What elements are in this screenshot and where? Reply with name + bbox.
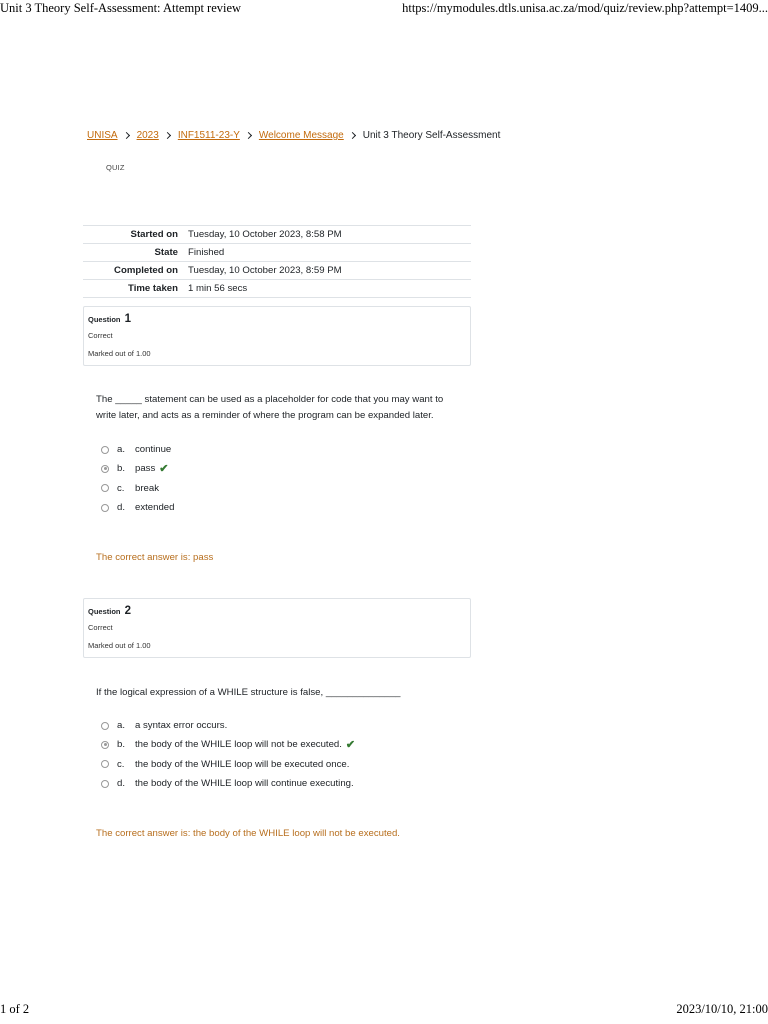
summary-value: 1 min 56 secs [188,280,471,298]
answer-letter: b. [117,739,126,751]
radio-button[interactable] [101,760,109,768]
answer-text: the body of the WHILE loop will continue executing. [135,778,354,790]
question-state: Correct [88,623,113,632]
answer-text: continue [135,444,172,456]
breadcrumb-link-unisa[interactable]: UNISA [87,130,118,141]
answer-option[interactable] [101,755,355,774]
question-number-value: 2 [124,605,132,617]
summary-value: Finished [188,244,471,262]
question-2-text: If the logical expression of a WHILE structure is false, ______________ [96,687,401,698]
summary-row [83,262,471,280]
answer-text: the body of the WHILE loop will not be executed. [135,739,342,751]
summary-value: Tuesday, 10 October 2023, 8:59 PM [188,262,471,280]
breadcrumb-link-course[interactable]: INF1511-23-Y [177,130,240,141]
question-number [88,313,131,325]
print-page-title: Unit 3 Theory Self-Assessment: Attempt review [0,1,242,15]
page-count: 1 of 2 [0,1002,30,1016]
attempt-summary-table [83,225,471,298]
question-number-value: 1 [124,313,132,325]
question-state: Correct [88,331,113,340]
question-2-info [83,598,471,658]
answer-letter: c. [117,758,125,770]
chevron-right-icon [123,132,130,139]
print-footer [0,1002,768,1024]
answer-option[interactable] [101,716,355,735]
question-label: Question [88,607,121,616]
summary-label: Completed on [83,262,188,280]
question-grade: Marked out of 1.00 [88,349,151,358]
question-1-info [83,306,471,366]
answer-option[interactable] [101,479,174,498]
answer-letter: d. [117,778,126,790]
radio-button[interactable] [101,446,109,454]
radio-button[interactable] [101,722,109,730]
answer-text: the body of the WHILE loop will be executed once. [135,758,350,770]
summary-row [83,280,471,298]
question-1-text: The _____ statement can be used as a placeholder for code that you may want to write later, and acts as a reminder of where the program can be expanded later. [96,394,444,421]
chevron-right-icon [245,132,252,139]
answer-letter: a. [117,720,126,732]
summary-label: State [83,244,188,262]
answer-option[interactable] [101,498,174,517]
answer-letter: b. [117,463,126,475]
radio-button[interactable] [101,504,109,512]
breadcrumb [87,130,500,141]
radio-button-selected[interactable] [101,741,109,749]
radio-button-selected[interactable] [101,465,109,473]
summary-label: Started on [83,226,188,244]
answer-text: extended [135,502,175,514]
print-page-url: https://mymodules.dtls.unisa.ac.za/mod/quiz/review.php?attempt=1409... [402,1,768,15]
question-2-answers [101,716,355,793]
radio-button[interactable] [101,484,109,492]
summary-row [83,226,471,244]
answer-text: a syntax error occurs. [135,720,228,732]
radio-button[interactable] [101,780,109,788]
breadcrumb-current: Unit 3 Theory Self-Assessment [362,130,501,141]
question-grade: Marked out of 1.00 [88,641,151,650]
page-subtitle: QUIZ [106,163,125,172]
chevron-right-icon [164,132,171,139]
summary-value: Tuesday, 10 October 2023, 8:58 PM [188,226,471,244]
breadcrumb-link-welcome[interactable]: Welcome Message [258,130,344,141]
summary-row [83,244,471,262]
answer-option[interactable] [101,735,355,754]
breadcrumb-link-2023[interactable]: 2023 [136,130,159,141]
print-timestamp: 2023/10/10, 21:00 [676,1002,768,1016]
answer-option[interactable] [101,459,174,478]
answer-letter: d. [117,502,126,514]
question-1-right-answer: The correct answer is: pass [96,552,214,563]
question-1-answers [101,440,174,517]
chevron-right-icon [349,132,356,139]
check-icon: ✔ [345,739,356,752]
summary-label: Time taken [83,280,188,298]
question-label: Question [88,315,121,324]
answer-option[interactable] [101,774,355,793]
answer-letter: c. [117,482,125,494]
answer-text: pass [135,463,156,475]
print-header [0,0,768,16]
question-number [88,605,131,617]
answer-option[interactable] [101,440,174,459]
question-2-right-answer: The correct answer is: the body of the WHILE loop will not be executed. [96,828,400,839]
answer-text: break [135,482,159,494]
check-icon: ✔ [159,463,169,476]
answer-letter: a. [117,444,126,456]
